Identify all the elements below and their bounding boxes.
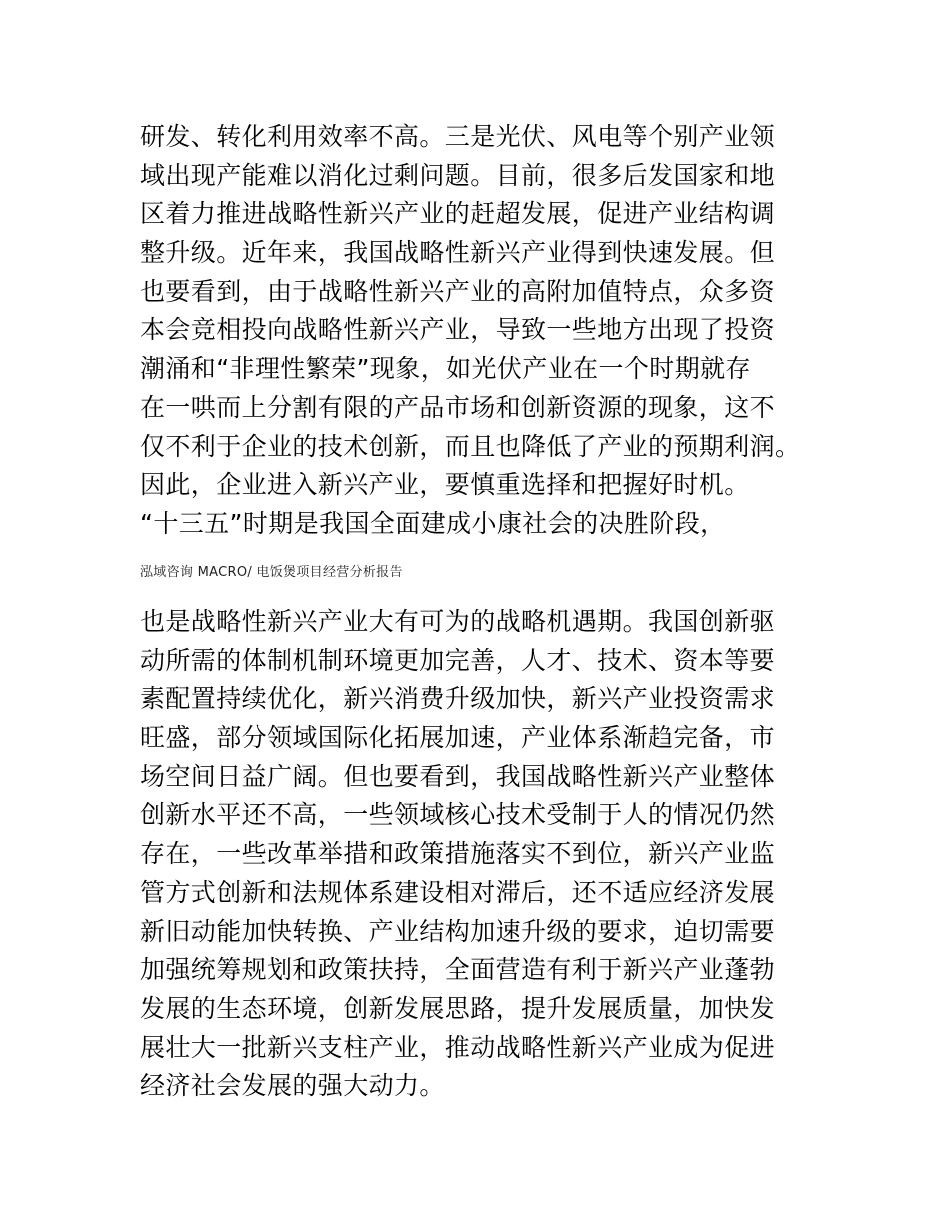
text-line: 旺盛，部分领域国际化拓展加速，产业体系渐趋完备，市 <box>140 723 776 753</box>
text-line: 发展的生态环境，创新发展思路，提升发展质量，加快发 <box>140 993 776 1023</box>
paragraph-top <box>140 118 820 544</box>
text-line: 经济社会发展的强大动力。 <box>140 1071 445 1101</box>
text-line: 区着力推进战略性新兴产业的赶超发展，促进产业结构调 <box>140 199 776 229</box>
text-line: 本会竞相投向战略性新兴产业，导致一些地方出现了投资 <box>140 315 776 345</box>
text-line: 动所需的体制机制环境更加完善，人才、技术、资本等要 <box>140 645 776 675</box>
text-line: 素配置持续优化，新兴消费升级加快，新兴产业投资需求 <box>140 684 776 714</box>
text-line: 仅不利于企业的技术创新，而且也降低了产业的预期利润。 <box>140 431 801 461</box>
text-line: 在一哄而上分割有限的产品市场和创新资源的现象，这不 <box>140 392 776 422</box>
text-line: 新旧动能加快转换、产业结构加速升级的要求，迫切需要 <box>140 916 776 946</box>
text-line: 管方式创新和法规体系建设相对滞后，还不适应经济发展 <box>140 877 776 907</box>
text-line: 整升级。近年来，我国战略性新兴产业得到快速发展。但 <box>140 238 776 268</box>
text-line: 加强统筹规划和政策扶持，全面营造有利于新兴产业蓬勃 <box>140 955 776 985</box>
text-line: 存在，一些改革举措和政策措施落实不到位，新兴产业监 <box>140 839 776 869</box>
text-line: 潮涌和“非理性繁荣”现象，如光伏产业在一个时期就存 <box>140 354 751 384</box>
text-line: 也要看到，由于战略性新兴产业的高附加值特点，众多资 <box>140 276 776 306</box>
text-line: “十三五”时期是我国全面建成小康社会的决胜阶段， <box>140 508 726 538</box>
text-line: 域出现产能难以消化过剩问题。目前，很多后发国家和地 <box>140 160 776 190</box>
text-line: 创新水平还不高，一些领域核心技术受制于人的情况仍然 <box>140 800 776 830</box>
text-line: 场空间日益广阔。但也要看到，我国战略性新兴产业整体 <box>140 761 776 791</box>
text-line: 因此，企业进入新兴产业，要慎重选择和把握好时机。 <box>140 470 750 500</box>
paragraph-bottom <box>140 603 820 1106</box>
text-line: 研发、转化利用效率不高。三是光伏、风电等个别产业领 <box>140 122 776 151</box>
text-line: 展壮大一批新兴支柱产业，推动战略性新兴产业成为促进 <box>140 1032 776 1062</box>
text-line: 也是战略性新兴产业大有可为的战略机遇期。我国创新驱 <box>140 607 776 636</box>
page-footer: 泓域咨询 MACRO/ 电饭煲项目经营分析报告 <box>140 565 403 580</box>
